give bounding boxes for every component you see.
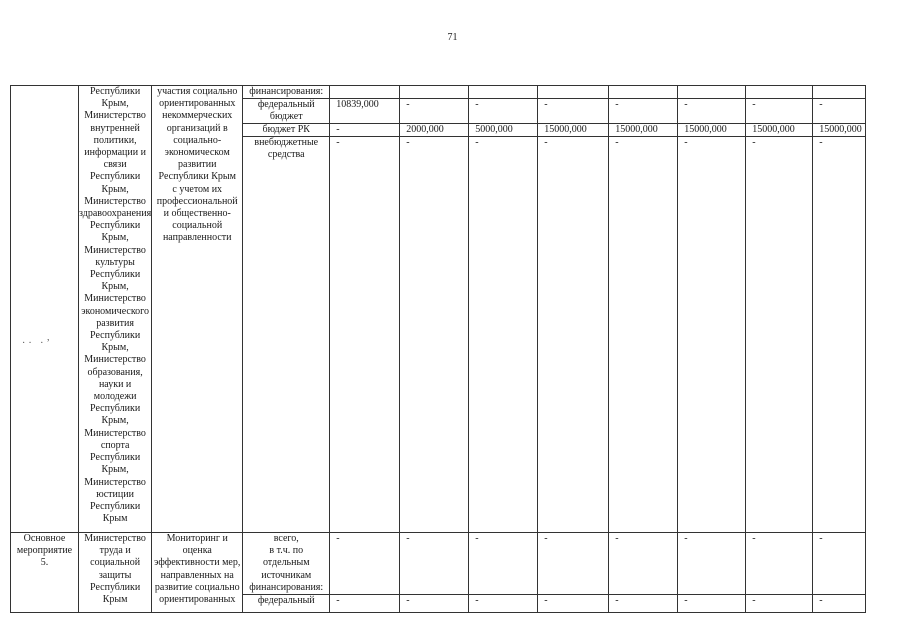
year-value-cell: - 15000,000 - [678, 86, 746, 533]
table-row [11, 533, 866, 613]
year-value-cell: - 15000,000 - [746, 86, 813, 533]
scan-specks: ·· ·’ [22, 338, 53, 349]
funding-source: всего, в т.ч. по отдельным источникам финансирования: [243, 533, 329, 595]
year-value-cell: - - [400, 533, 469, 613]
year-value-cell: - 15000,000 - [609, 86, 678, 533]
funding-source: федеральный бюджет [243, 99, 329, 124]
executor-cell: Республики Крым, Министерство внутренней политики, информации и связи Республики Крым, Министерство здравоохранения Республики Крым, Министерство культуры Республики Крым, Министерство экономического развития Республики Крым, Министерство образования, науки и молодежи Республики Крым, Министерство спорта Республики Крым, Министерство юстиции Республики Крым [79, 86, 152, 533]
page-number: 71 [447, 32, 458, 43]
year-value-cell: - 2000,000 - [400, 86, 469, 533]
year-value-cell: - 15000,000 - [538, 86, 609, 533]
year-value-cell: 10839,000 - - [330, 86, 400, 533]
funding-source: федеральный [257, 595, 315, 606]
measure-label-cell [11, 86, 79, 533]
funding-source: внебюджетные средства [254, 137, 319, 161]
year-value-cell: - - [330, 533, 400, 613]
year-value-cell: - - [469, 533, 538, 613]
executor-cell: Министерство труда и социальной защиты Республики Крым [79, 533, 152, 613]
description-cell: участия социально ориентированных некоммерческих организаций в социально- экономическом развитии Республики Крым с учетом их профессиональной и общественно- социальной направленности [152, 86, 243, 533]
program-table [10, 85, 866, 613]
funding-source: финансирования: [243, 86, 329, 99]
year-value-cell: - - [609, 533, 678, 613]
year-value-cell: - - [746, 533, 813, 613]
measure-label-cell: Основное мероприятие 5. [11, 533, 79, 613]
funding-source-cell [243, 86, 330, 533]
funding-source: бюджет РК [243, 124, 329, 137]
year-value-cell: - - [538, 533, 609, 613]
year-value-cell: - - [813, 533, 866, 613]
year-value-cell: - 5000,000 - [469, 86, 538, 533]
year-value-cell: - 15000,000 - [813, 86, 866, 533]
year-value-cell: - - [678, 533, 746, 613]
table-row [11, 86, 866, 533]
funding-source-cell [243, 533, 330, 613]
description-cell: Мониторинг и оценка эффективности мер, направленных на развитие социально ориентированных [152, 533, 243, 613]
